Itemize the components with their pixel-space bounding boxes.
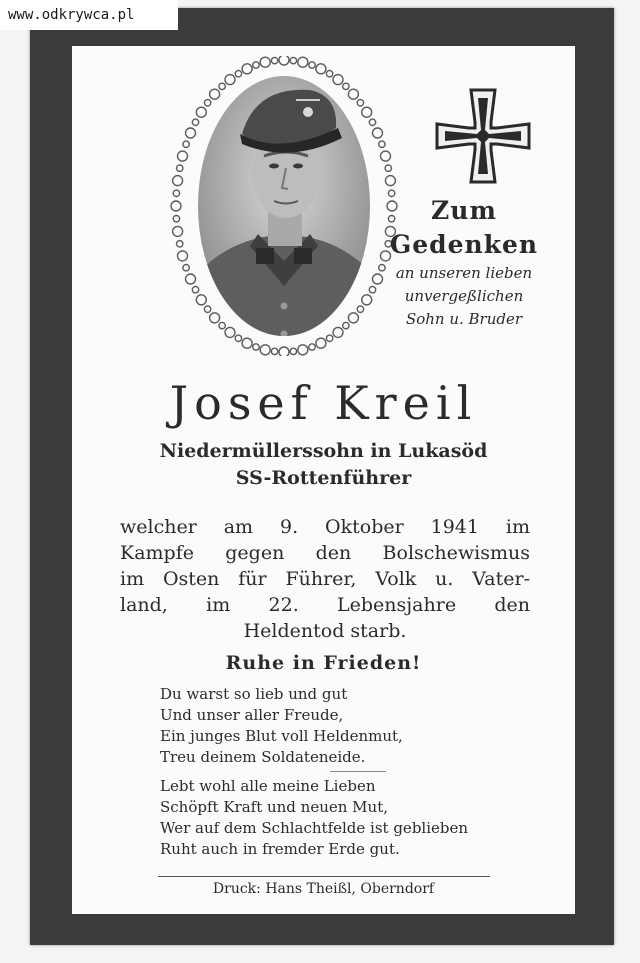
frame-bead <box>271 348 277 354</box>
frame-bead <box>348 89 358 99</box>
frame-bead <box>298 57 308 67</box>
obituary-line: Heldentod starb. <box>243 620 407 642</box>
frame-bead <box>279 347 289 356</box>
frame-bead <box>242 338 252 348</box>
frame-bead <box>210 313 220 323</box>
poem-line: Ruht auch in fremder Erde gut. <box>160 840 400 858</box>
dedication-line: unvergeßlichen <box>404 287 524 305</box>
frame-bead <box>196 295 206 305</box>
frame-bead <box>183 141 189 147</box>
printer-credit: Druck: Hans Theißl, Oberndorf <box>212 881 435 897</box>
memorial-card <box>30 8 614 945</box>
frame-bead <box>362 107 372 117</box>
frame-bead <box>171 201 181 211</box>
frame-bead <box>309 344 315 350</box>
dedication-block <box>364 194 564 331</box>
deceased-origin: Niedermüllerssohn in Lukasöd <box>159 440 488 462</box>
frame-bead <box>192 119 198 125</box>
frame-bead <box>357 306 363 312</box>
frame-bead <box>379 141 385 147</box>
frame-bead <box>204 306 210 312</box>
footer-divider <box>158 876 490 877</box>
frame-bead <box>385 165 391 171</box>
dedication-line: Sohn u. Bruder <box>405 310 523 328</box>
frame-bead <box>271 57 277 63</box>
frame-bead <box>173 176 183 186</box>
poem-line: Und unser aller Freude, <box>160 706 344 724</box>
poem-line: Schöpft Kraft und neuen Mut, <box>160 798 388 816</box>
frame-bead <box>183 265 189 271</box>
frame-bead <box>333 75 343 85</box>
card-paper <box>72 46 575 914</box>
frame-bead <box>290 57 296 63</box>
obituary-line: Kampfe gegen den Bolschewismus <box>120 542 530 564</box>
frame-bead <box>173 226 183 236</box>
frame-bead <box>260 57 270 67</box>
dedication-gedenken: Gedenken <box>389 230 539 259</box>
dedication-zum: Zum <box>431 196 497 225</box>
frame-bead <box>225 327 235 337</box>
frame-bead <box>253 344 259 350</box>
frame-bead <box>326 71 332 77</box>
rest-in-peace: Ruhe in Frieden! <box>225 652 422 674</box>
frame-bead <box>173 216 179 222</box>
frame-bead <box>186 274 196 284</box>
deceased-rank: SS-Rottenführer <box>235 467 412 489</box>
frame-bead <box>186 128 196 138</box>
poem-line: Wer auf dem Schlachtfelde ist geblieben <box>160 819 469 837</box>
iron-cross-icon <box>435 88 531 184</box>
frame-bead <box>178 151 188 161</box>
frame-bead <box>373 128 383 138</box>
frame-bead <box>369 119 375 125</box>
frame-bead <box>326 335 332 341</box>
frame-bead <box>253 62 259 68</box>
poem-line: Lebt wohl alle meine Lieben <box>160 777 376 795</box>
obituary-line: land, im 22. Lebensjahre den <box>120 594 530 616</box>
frame-bead <box>343 322 349 328</box>
frame-bead <box>381 151 391 161</box>
frame-bead <box>343 83 349 89</box>
frame-bead <box>333 327 343 337</box>
frame-bead <box>309 62 315 68</box>
frame-bead <box>316 64 326 74</box>
frame-bead <box>177 165 183 171</box>
frame-bead <box>173 190 179 196</box>
poem-line: Du warst so lieb und gut <box>160 685 348 703</box>
frame-bead <box>279 56 289 65</box>
frame-bead <box>204 100 210 106</box>
frame-bead <box>385 176 395 186</box>
frame-bead <box>219 83 225 89</box>
frame-bead <box>177 241 183 247</box>
frame-bead <box>178 251 188 261</box>
frame-bead <box>210 89 220 99</box>
frame-bead <box>260 345 270 355</box>
obituary-text <box>120 514 530 644</box>
frame-bead <box>235 335 241 341</box>
frame-bead <box>235 71 241 77</box>
frame-bead <box>219 322 225 328</box>
frame-bead <box>290 348 296 354</box>
dedication-line: an unseren lieben <box>395 264 533 282</box>
frame-bead <box>298 345 308 355</box>
frame-bead <box>192 287 198 293</box>
frame-bead <box>242 64 252 74</box>
frame-bead <box>225 75 235 85</box>
frame-bead <box>196 107 206 117</box>
deceased-name: Josef Kreil <box>169 376 478 430</box>
poem-line: Treu deinem Soldateneide. <box>160 748 366 766</box>
frame-bead <box>357 100 363 106</box>
obituary-line: im Osten für Führer, Volk u. Vater- <box>120 568 530 590</box>
frame-bead <box>316 338 326 348</box>
obituary-line: welcher am 9. Oktober 1941 im <box>120 516 530 538</box>
watermark-text: www.odkrywca.pl <box>0 0 178 30</box>
memorial-poem <box>160 684 500 860</box>
poem-line: Ein junges Blut voll Heldenmut, <box>160 727 403 745</box>
stanza-divider <box>330 771 386 772</box>
frame-bead <box>348 313 358 323</box>
